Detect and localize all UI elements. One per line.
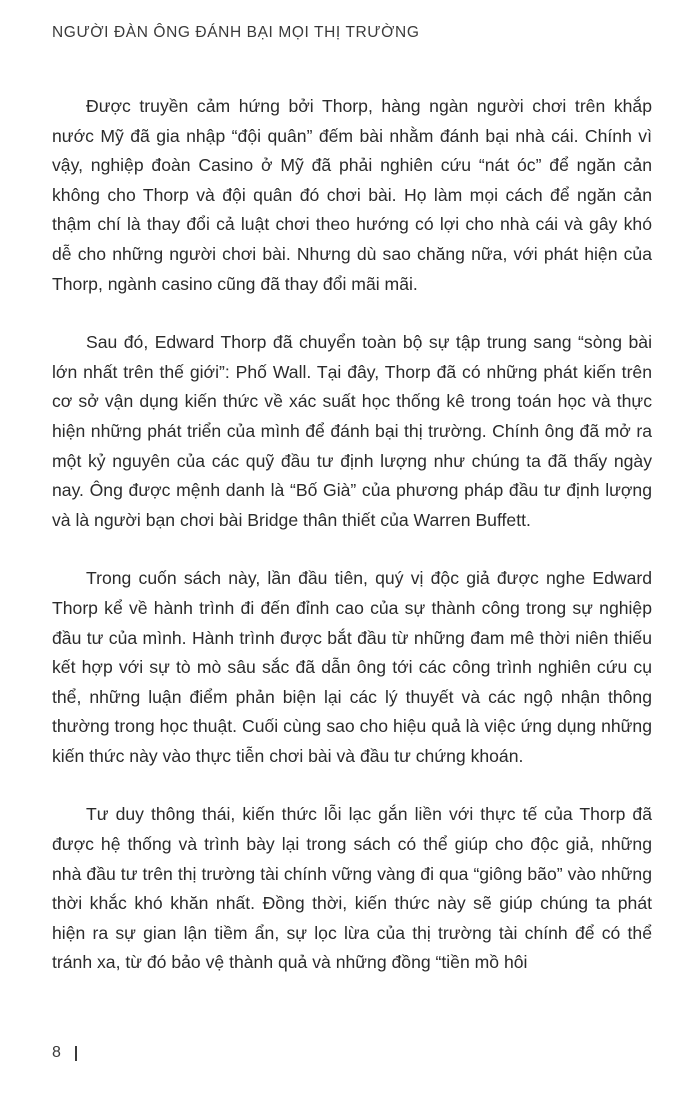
running-header: [52, 24, 419, 42]
page-number: 8: [52, 1044, 61, 1061]
body-text: [52, 92, 652, 1007]
folio-divider: [75, 1046, 77, 1061]
paragraph-4: Tư duy thông thái, kiến thức lỗi lạc gắn liền với thực tế của Thorp đã được hệ thống và trình bày lại trong sách có thể giúp cho độc giả, những nhà đầu tư trên thị trường tài chính vững vàng đi qua “giông bão” vào những thời khắc khó khăn nhất. Đồng thời, kiến thức này sẽ giúp chúng ta phát hiện ra sự gian lận tiềm ẩn, sự lọc lừa của thị trường tài chính để có thể tránh xa, từ đó bảo vệ thành quả và những đồng “tiền mồ hôi: [52, 804, 652, 973]
paragraph-2: Sau đó, Edward Thorp đã chuyển toàn bộ sự tập trung sang “sòng bài lớn nhất trên thế giới”: Phố Wall. Tại đây, Thorp đã có những phát kiến trên cơ sở vận dụng kiến thức về xác suất học thống kê trong toán học và thực hiện những phát triển của mình để đánh bại thị trường. Chính ông đã mở ra một kỷ nguyên của các quỹ đầu tư định lượng như chúng ta đã thấy ngày nay. Ông được mệnh danh là “Bố Già” của phương pháp đầu tư định lượng và là người bạn chơi bài Bridge thân thiết của Warren Buffett.: [52, 332, 652, 530]
running-title: NGƯỜI ĐÀN ÔNG ĐÁNH BẠI MỌI THỊ TRƯỜNG: [52, 24, 420, 41]
page-footer: [52, 1044, 77, 1062]
paragraph-3: Trong cuốn sách này, lần đầu tiên, quý vị độc giả được nghe Edward Thorp kể về hành trình đi đến đỉnh cao của sự thành công trong sự nghiệp đầu tư của mình. Hành trình được bắt đầu từ những đam mê thời niên thiếu kết hợp với sự tò mò sâu sắc đã dẫn ông tới các công trình nghiên cứu cụ thể, những luận điểm phản biện lại các lý thuyết và các ngộ nhận thông thường trong học thuật. Cuối cùng sao cho hiệu quả là việc ứng dụng những kiến thức này vào thực tiễn chơi bài và đầu tư chứng khoán.: [52, 568, 652, 766]
paragraph-1: Được truyền cảm hứng bởi Thorp, hàng ngàn người chơi trên khắp nước Mỹ đã gia nhập “đội quân” đếm bài nhằm đánh bại nhà cái. Chính vì vậy, nghiệp đoàn Casino ở Mỹ đã phải nghiên cứu “nát óc” để ngăn cản không cho Thorp và đội quân đó chơi bài. Họ làm mọi cách để ngăn cản thậm chí là thay đổi cả luật chơi theo hướng có lợi cho nhà cái và gây khó dễ cho những người chơi bài. Nhưng dù sao chăng nữa, với phát hiện của Thorp, ngành casino cũng đã thay đổi mãi mãi.: [52, 96, 652, 294]
